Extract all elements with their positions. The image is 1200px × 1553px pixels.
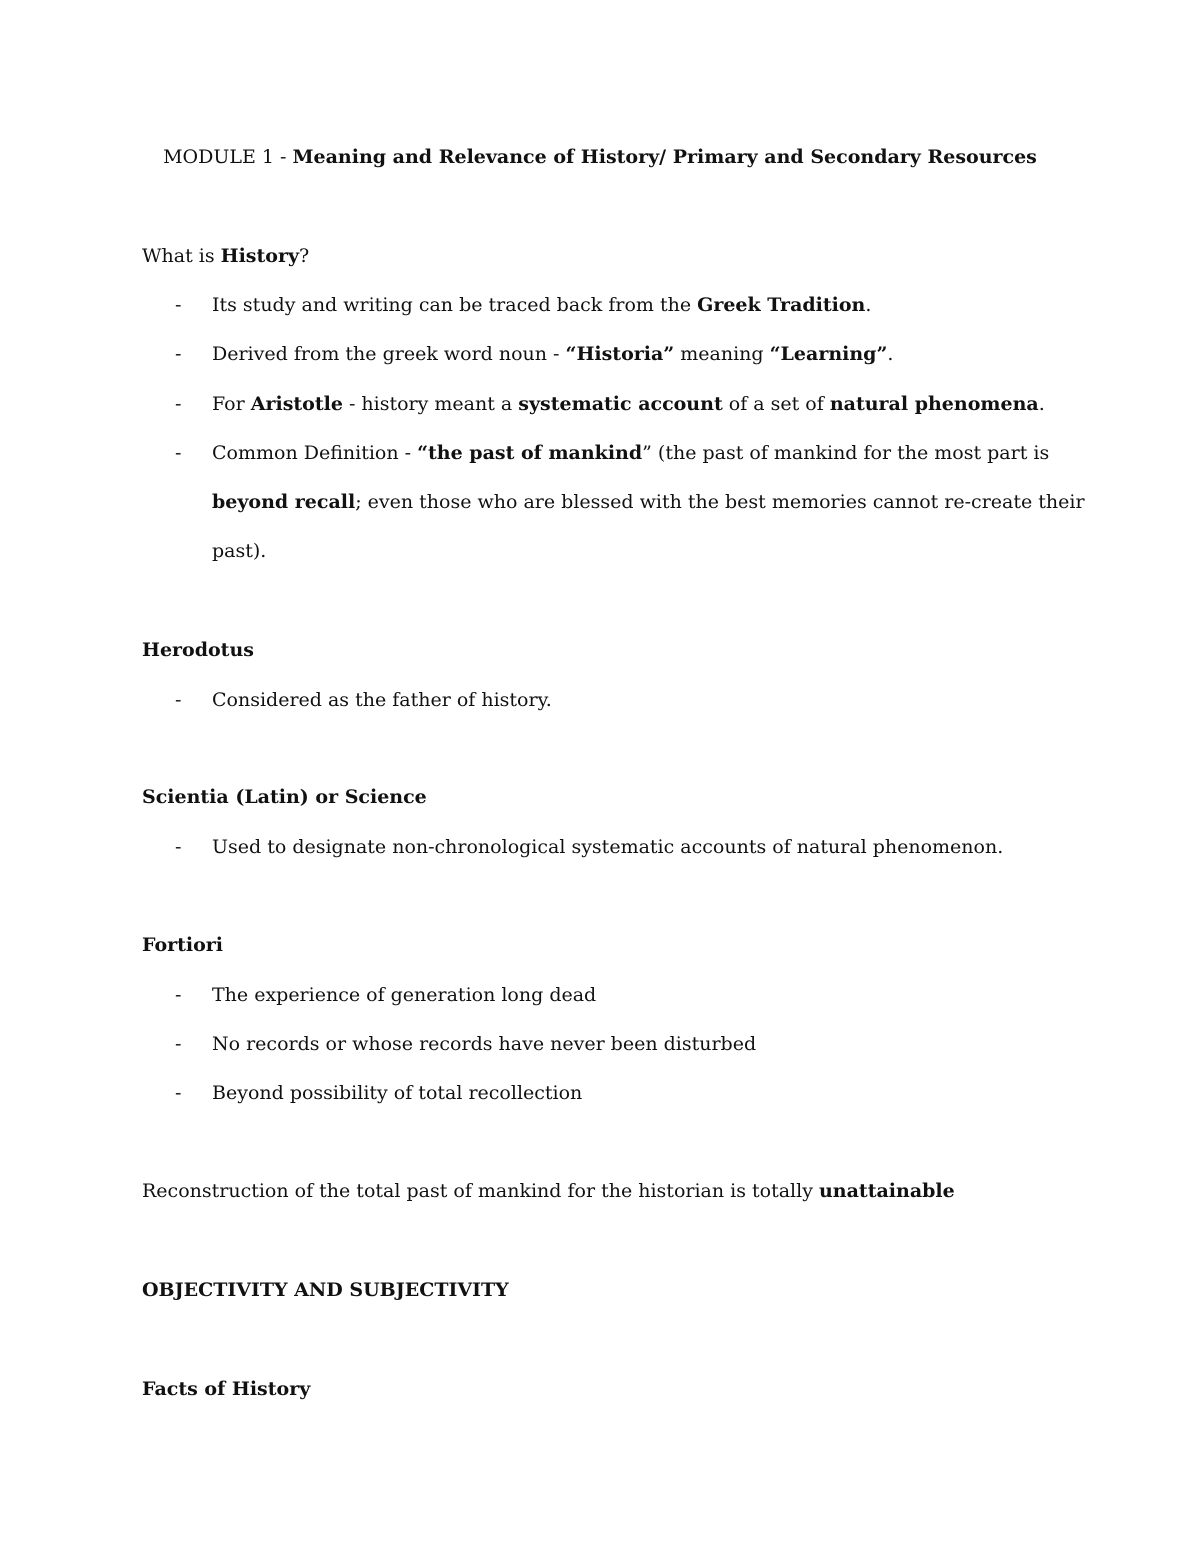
fortiori-heading — [142, 933, 223, 957]
history-bullet-3-text-2: - history meant a — [342, 393, 519, 415]
history-bullet-historia — [212, 342, 893, 366]
history-bullet-1-text: Its study and writing can be traced back from the — [212, 294, 698, 316]
history-bullet-2-bold-2: “Learning” — [769, 343, 888, 365]
history-bullet-2-end: . — [887, 343, 894, 365]
history-bullet-common-definition-line-1 — [212, 441, 1049, 465]
what-is-suffix: ? — [299, 245, 310, 267]
history-bullet-2-text-2: meaning — [674, 343, 770, 365]
page-title — [0, 145, 1200, 169]
herodotus-heading — [142, 638, 254, 662]
what-is-history-question — [142, 244, 309, 268]
scientia-heading-text: Scientia (Latin) or Science — [142, 786, 427, 808]
history-bullet-2-bold-1: “Historia” — [565, 343, 675, 365]
history-bullet-4-text-3: ; even those who are blessed with the best memories cannot re-create their — [355, 491, 1085, 513]
facts-heading — [142, 1377, 310, 1401]
scientia-heading — [142, 785, 427, 809]
history-bullet-1-bold: Greek Tradition — [697, 294, 866, 316]
history-bullet-3-text-1: For — [212, 393, 251, 415]
fortiori-bullet: The experience of generation long dead — [212, 984, 597, 1006]
fortiori-heading-text: Fortiori — [142, 934, 224, 956]
bullet-dash: - — [175, 1082, 182, 1104]
history-bullet-4-text-2: ” (the past of mankind for the most part is — [642, 442, 1050, 464]
objectivity-heading-text: OBJECTIVITY AND SUBJECTIVITY — [142, 1279, 509, 1301]
facts-heading-text: Facts of History — [142, 1378, 311, 1400]
history-bullet-3-bold-3: natural phenomena — [829, 393, 1039, 415]
history-bullet-common-definition-line-2 — [212, 490, 1085, 514]
reconstruction-text: Reconstruction of the total past of mankind for the historian is totally — [142, 1180, 819, 1202]
herodotus-bullet: Considered as the father of history. — [212, 689, 552, 711]
history-bullet-3-bold-2: systematic account — [518, 393, 723, 415]
bullet-dash: - — [175, 393, 182, 415]
reconstruction-bold: unattainable — [818, 1180, 955, 1202]
fortiori-bullet: Beyond possibility of total recollection — [212, 1082, 583, 1104]
fortiori-bullet: No records or whose records have never been disturbed — [212, 1033, 757, 1055]
history-bullet-3-end: . — [1038, 393, 1045, 415]
bullet-dash: - — [175, 442, 182, 464]
herodotus-heading-text: Herodotus — [142, 639, 254, 661]
reconstruction-statement — [142, 1179, 955, 1203]
history-bullet-aristotle — [212, 392, 1045, 416]
history-bullet-4-bold-2: beyond recall — [212, 491, 356, 513]
history-bullet-greek — [212, 293, 871, 317]
bullet-dash: - — [175, 1033, 182, 1055]
history-bullet-4-text-1: Common Definition - — [212, 442, 418, 464]
history-bullet-3-bold-1: Aristotle — [250, 393, 343, 415]
title-bold: Meaning and Relevance of History/ Primary and Secondary Resources — [292, 146, 1037, 168]
objectivity-heading — [142, 1278, 509, 1302]
bullet-dash: - — [175, 294, 182, 316]
history-bullet-4-bold-1: “the past of mankind — [417, 442, 643, 464]
scientia-bullet: Used to designate non-chronological systematic accounts of natural phenomenon. — [212, 836, 1004, 858]
history-bullet-2-text-1: Derived from the greek word noun - — [212, 343, 566, 365]
history-bullet-common-definition-line-3: past). — [212, 540, 267, 562]
bullet-dash: - — [175, 343, 182, 365]
title-prefix: MODULE 1 - — [163, 146, 293, 168]
what-is-prefix: What is — [142, 245, 221, 267]
history-bullet-1-end: . — [865, 294, 872, 316]
what-is-bold: History — [220, 245, 300, 267]
history-bullet-3-text-3: of a set of — [722, 393, 830, 415]
bullet-dash: - — [175, 836, 182, 858]
bullet-dash: - — [175, 984, 182, 1006]
bullet-dash: - — [175, 689, 182, 711]
